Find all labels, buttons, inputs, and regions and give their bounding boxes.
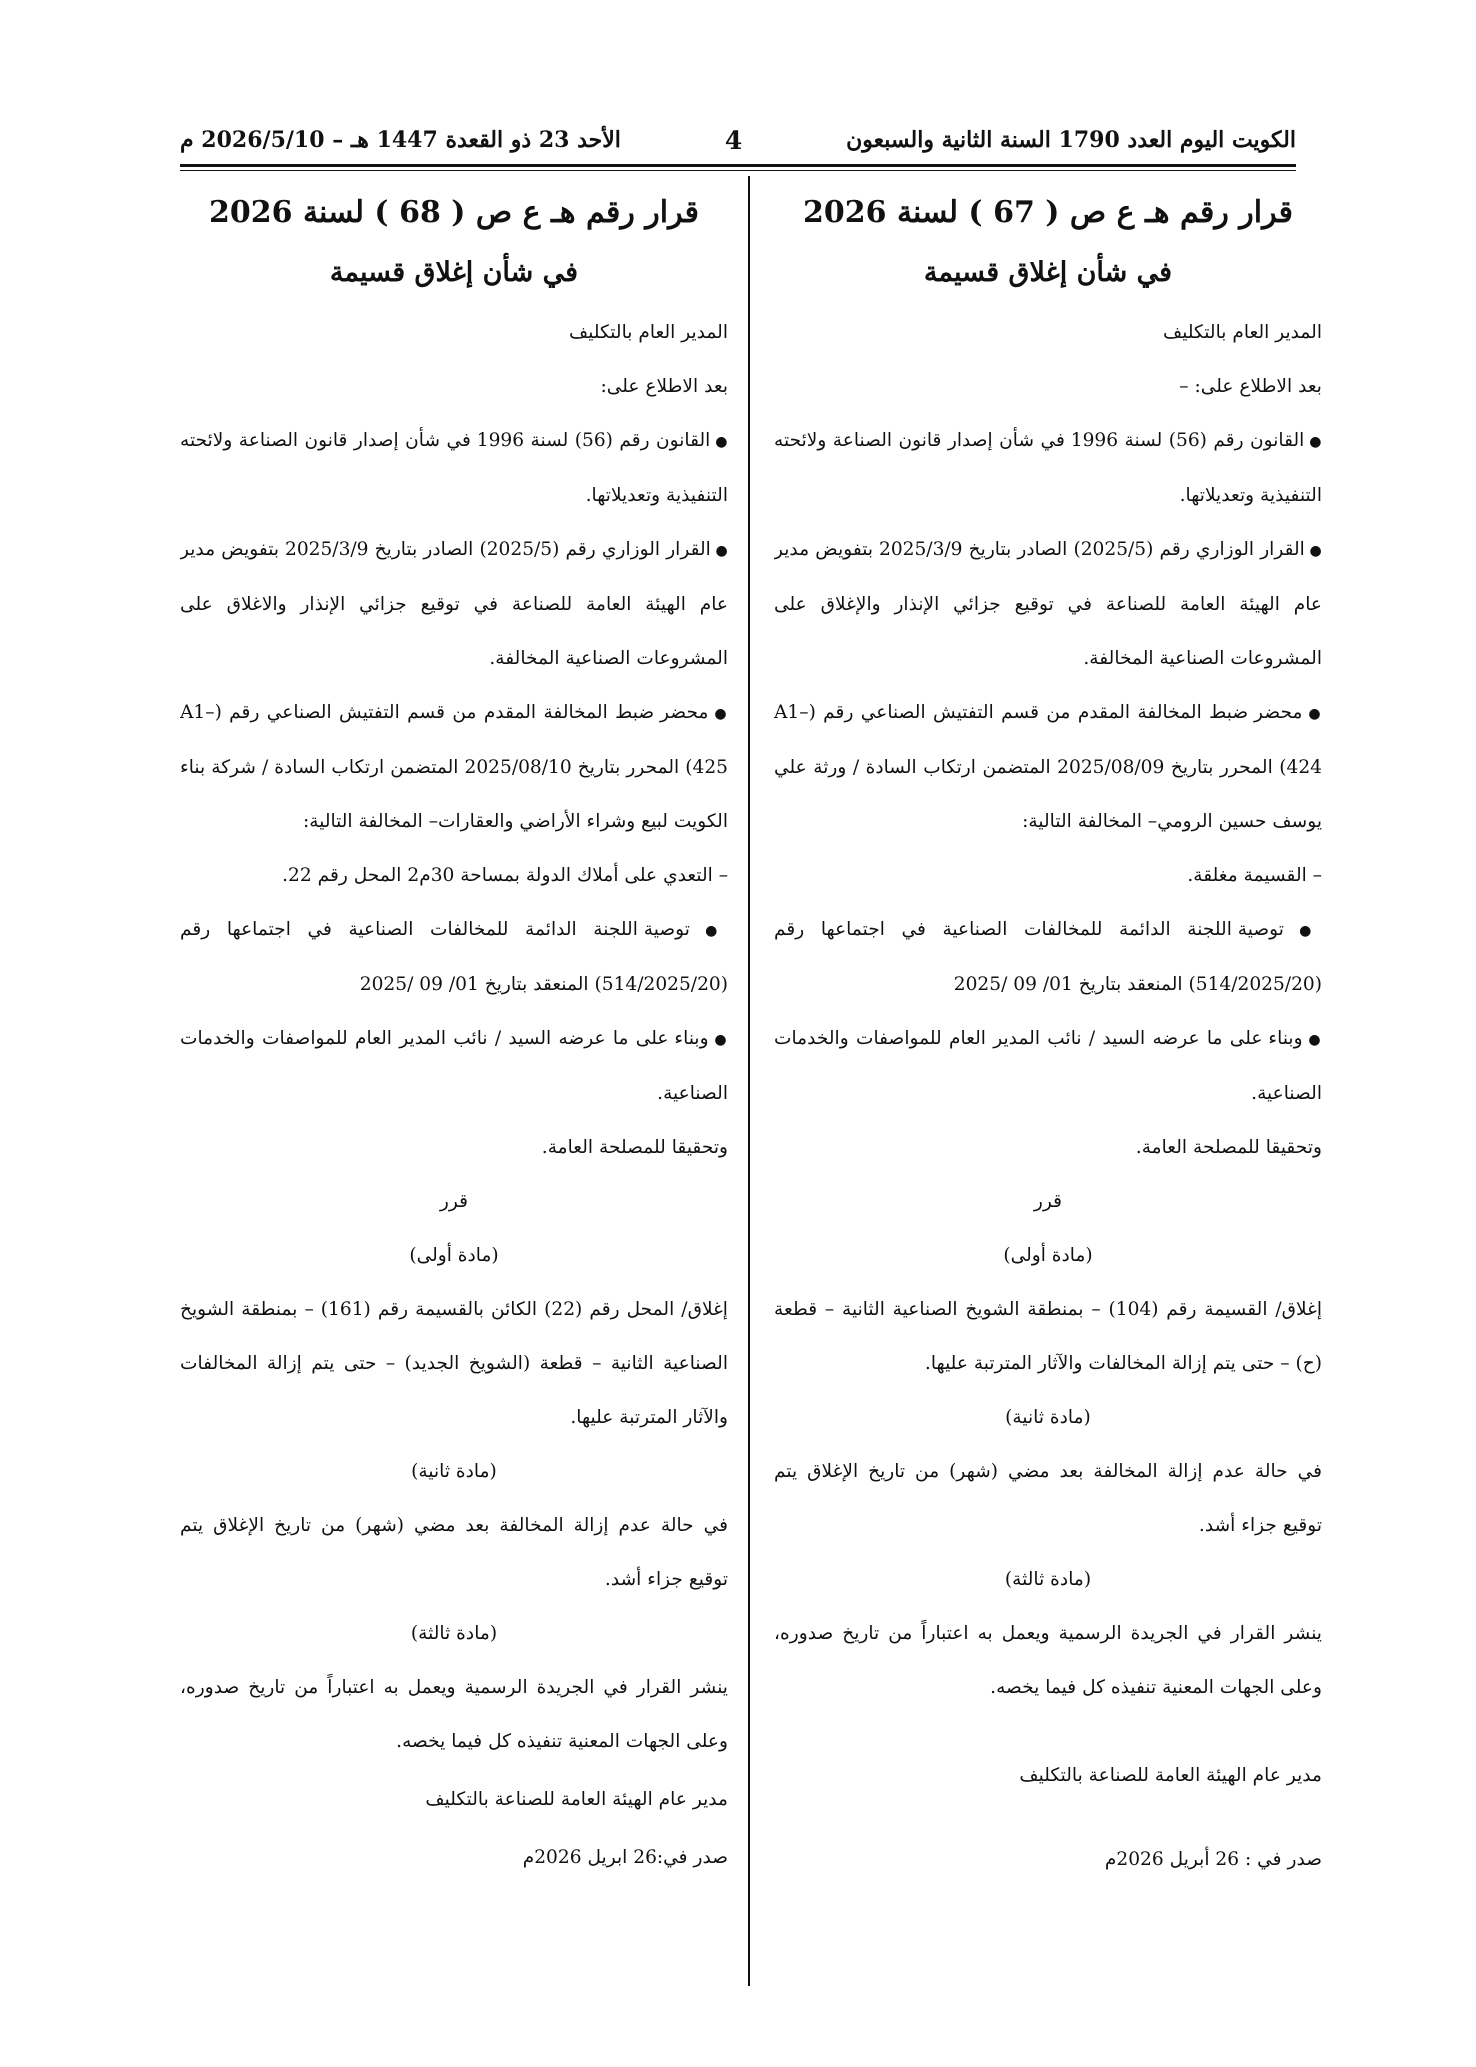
decision-68-ministerial-ref: ● القرار الوزاري رقم (2025/5) الصادر بتاريخ 2025/3/9 بتفويض مدير عام الهيئة العامة للصناعة في توقيع جزائي الإنذار والاغلاق على المشروعات الصناعية المخالفة. (180, 523, 728, 686)
decision-68-article-2-title: (مادة ثانية) (411, 1461, 497, 1482)
header-issue-info: الكويت اليوم العدد 1790 السنة الثانية والسبعون (846, 127, 1296, 153)
decision-67-subtitle: في شأن إغلاق قسيمة (923, 257, 1173, 288)
decision-68-article-3-title: (مادة ثالثة) (410, 1623, 498, 1644)
decision-68-law-ref: ● القانون رقم (56) لسنة 1996 في شأن إصدار قانون الصناعة ولائحته التنفيذية وتعديلاتها. (180, 414, 728, 523)
header-rule-thick (180, 164, 1296, 167)
decision-68-proposal: ● وبناء على ما عرضه السيد / نائب المدير العام للمواصفات والخدمات الصناعية. (180, 1012, 728, 1121)
decision-67-violation-report: ● محضر ضبط المخالفة المقدم من قسم التفتيش الصناعي رقم (A1–424) المحرر بتاريخ 2025/08/09 المتضمن ارتكاب السادة / ورثة علي يوسف حسين الرومي– المخالفة التالية: (774, 686, 1322, 849)
decision-67-law-ref: ● القانون رقم (56) لسنة 1996 في شأن إصدار قانون الصناعة ولائحته التنفيذية وتعديلاتها. (774, 414, 1322, 523)
decision-68-preamble: بعد الاطلاع على: (600, 376, 728, 397)
decision-67-article-1-text: إغلاق/ القسيمة رقم (104) – بمنطقة الشويخ الصناعية الثانية – قطعة (ح) – حتى يتم إزالة المخالفات والآثار المترتبة عليها. (774, 1299, 1322, 1374)
decision-68-public-interest: وتحقيقا للمصلحة العامة. (541, 1137, 728, 1158)
decision-68-article-1-text: إغلاق/ المحل رقم (22) الكائن بالقسيمة رقم (161) – بمنطقة الشويخ الصناعية الثانية – قطعة (الشويخ الجديد) – حتى يتم إزالة المخالفات والآثار المترتبة عليها. (180, 1299, 728, 1428)
decision-67-issued-date: صدر في : 26 أبريل 2026م (1104, 1849, 1322, 1870)
decision-67-article-1-title: (مادة أولى) (1003, 1245, 1093, 1266)
decision-67-decided: قرر (1033, 1191, 1063, 1212)
decision-67-article-2-text: في حالة عدم إزالة المخالفة بعد مضي (شهر) من تاريخ الإغلاق يتم توقيع جزاء أشد. (774, 1461, 1322, 1536)
decision-68-issuer: المدير العام بالتكليف (569, 322, 728, 343)
decision-67-article-2-title: (مادة ثانية) (1005, 1407, 1091, 1428)
decision-67-column (774, 182, 1322, 1982)
decision-67-proposal: ● وبناء على ما عرضه السيد / نائب المدير العام للمواصفات والخدمات الصناعية. (774, 1012, 1322, 1121)
decision-68-violation-item: – التعدي على أملاك الدولة بمساحة 30م2 المحل رقم 22. (282, 865, 728, 886)
decision-68-article-2-text: في حالة عدم إزالة المخالفة بعد مضي (شهر) من تاريخ الإغلاق يتم توقيع جزاء أشد. (180, 1515, 728, 1590)
decision-68-title: قرار رقم هـ ع ص ( 68 ) لسنة 2026 (209, 195, 699, 230)
header-rule-thin (180, 170, 1296, 171)
decision-67-issuer: المدير العام بالتكليف (1163, 322, 1322, 343)
decision-67-signature: مدير عام الهيئة العامة للصناعة بالتكليف (1019, 1765, 1322, 1786)
decision-67-preamble: بعد الاطلاع على: – (1179, 376, 1322, 397)
decision-67-committee-ref: ● توصية اللجنة الدائمة للمخالفات الصناعية في اجتماعها رقم (514/2025/20) المنعقد بتاريخ 01/ 09 /2025 (774, 903, 1322, 1012)
decision-67-article-3-text: ينشر القرار في الجريدة الرسمية ويعمل به اعتباراً من تاريخ صدوره، وعلى الجهات المعنية تنفيذه كل فيما يخصه. (774, 1623, 1322, 1698)
decision-68-decided: قرر (439, 1191, 469, 1212)
column-divider (748, 176, 750, 1986)
page-header (180, 118, 1296, 162)
decision-67-title: قرار رقم هـ ع ص ( 67 ) لسنة 2026 (803, 195, 1293, 230)
page-number: 4 (724, 125, 743, 155)
decision-68-issued-date: صدر في:26 ابريل 2026م (522, 1847, 728, 1868)
decision-67-article-3-title: (مادة ثالثة) (1004, 1569, 1092, 1590)
decision-68-violation-report: ● محضر ضبط المخالفة المقدم من قسم التفتيش الصناعي رقم (A1–425) المحرر بتاريخ 2025/08/10 المتضمن ارتكاب السادة / شركة بناء الكويت لبيع وشراء الأراضي والعقارات– المخالفة التالية: (180, 686, 728, 849)
decision-68-article-1-title: (مادة أولى) (409, 1245, 499, 1266)
decision-68-article-3-text: ينشر القرار في الجريدة الرسمية ويعمل به اعتباراً من تاريخ صدوره، وعلى الجهات المعنية تنفيذه كل فيما يخصه. (180, 1677, 728, 1752)
decision-68-committee-ref: ● توصية اللجنة الدائمة للمخالفات الصناعية في اجتماعها رقم (514/2025/20) المنعقد بتاريخ 01/ 09 /2025 (180, 903, 728, 1012)
decision-68-column (180, 182, 728, 1982)
decision-68-subtitle: في شأن إغلاق قسيمة (329, 257, 579, 288)
decision-67-violation-item: – القسيمة مغلقة. (1187, 865, 1322, 886)
decision-68-signature: مدير عام الهيئة العامة للصناعة بالتكليف (425, 1789, 728, 1810)
header-date: الأحد 23 ذو القعدة 1447 هـ – 2026/5/10 م (180, 127, 621, 153)
decision-67-ministerial-ref: ● القرار الوزاري رقم (2025/5) الصادر بتاريخ 2025/3/9 بتفويض مدير عام الهيئة العامة للصناعة في توقيع جزائي الإنذار والإغلاق على المشروعات الصناعية المخالفة. (774, 523, 1322, 686)
decision-67-public-interest: وتحقيقا للمصلحة العامة. (1135, 1137, 1322, 1158)
